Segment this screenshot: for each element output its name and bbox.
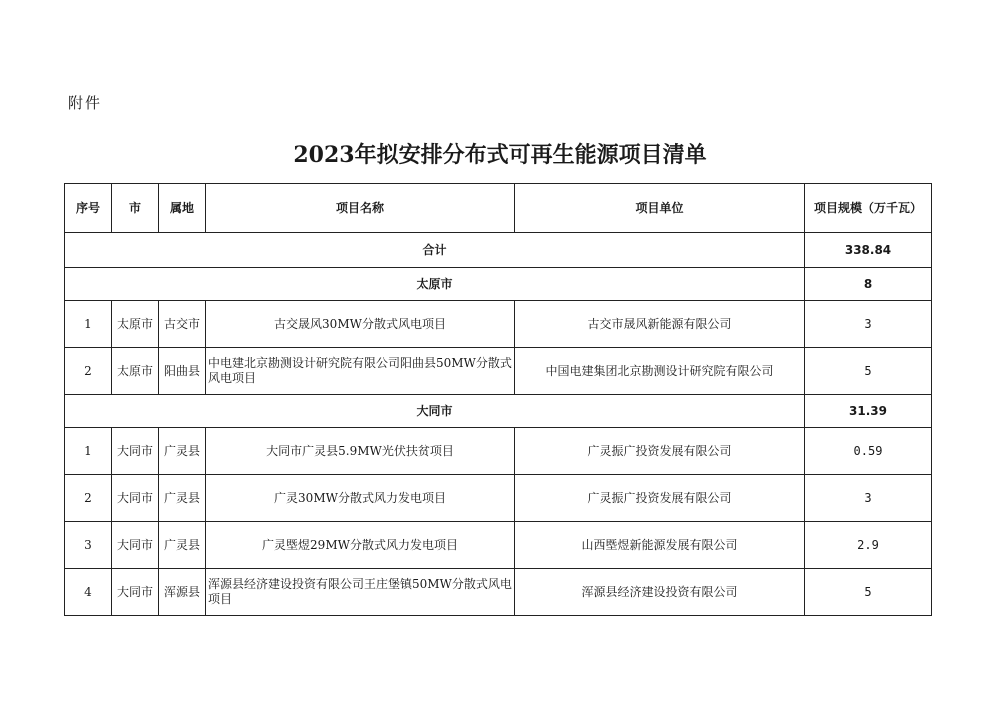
- cell-index: 1: [65, 301, 112, 348]
- cell-index: 2: [65, 348, 112, 395]
- cell-project-unit: 浑源县经济建设投资有限公司: [515, 569, 805, 616]
- cell-project-name: 古交晟风30MW分散式风电项目: [206, 301, 515, 348]
- total-label: 合计: [65, 233, 805, 268]
- cell-project-name: 浑源县经济建设投资有限公司王庄堡镇50MW分散式风电项目: [206, 569, 515, 616]
- table-row: [65, 522, 932, 569]
- cell-index: 4: [65, 569, 112, 616]
- cell-county: 广灵县: [159, 522, 206, 569]
- table-row: [65, 569, 932, 616]
- cell-county: 古交市: [159, 301, 206, 348]
- group-name: 大同市: [65, 395, 805, 428]
- cell-project-name: 广灵30MW分散式风力发电项目: [206, 475, 515, 522]
- header-project-name: 项目名称: [206, 184, 515, 233]
- table-row: [65, 475, 932, 522]
- cell-scale: 5: [805, 569, 932, 616]
- cell-city: 大同市: [112, 522, 159, 569]
- cell-county: 广灵县: [159, 475, 206, 522]
- cell-index: 3: [65, 522, 112, 569]
- table-row: [65, 428, 932, 475]
- project-table: [64, 183, 932, 616]
- cell-project-unit: 古交市晟风新能源有限公司: [515, 301, 805, 348]
- cell-project-unit: 山西塈煜新能源发展有限公司: [515, 522, 805, 569]
- group-value: 8: [805, 268, 932, 301]
- header-index: 序号: [65, 184, 112, 233]
- group-row-datong: [65, 395, 932, 428]
- cell-project-name: 广灵塈煜29MW分散式风力发电项目: [206, 522, 515, 569]
- table-row: [65, 348, 932, 395]
- header-county: 属地: [159, 184, 206, 233]
- page-title: 2023年拟安排分布式可再生能源项目清单: [293, 142, 707, 168]
- cell-index: 1: [65, 428, 112, 475]
- group-row-taiyuan: [65, 268, 932, 301]
- cell-project-name: 中电建北京勘测设计研究院有限公司阳曲县50MW分散式风电项目: [206, 348, 515, 395]
- header-scale: 项目规模（万千瓦）: [805, 184, 932, 233]
- cell-project-name: 大同市广灵县5.9MW光伏扶贫项目: [206, 428, 515, 475]
- total-row: [65, 233, 932, 268]
- total-value: 338.84: [805, 233, 932, 268]
- cell-city: 大同市: [112, 428, 159, 475]
- cell-county: 阳曲县: [159, 348, 206, 395]
- cell-project-unit: 中国电建集团北京勘测设计研究院有限公司: [515, 348, 805, 395]
- cell-scale: 2.9: [805, 522, 932, 569]
- cell-scale: 3: [805, 475, 932, 522]
- header-city: 市: [112, 184, 159, 233]
- cell-city: 大同市: [112, 569, 159, 616]
- cell-scale: 3: [805, 301, 932, 348]
- group-name: 太原市: [65, 268, 805, 301]
- cell-project-unit: 广灵振广投资发展有限公司: [515, 475, 805, 522]
- cell-index: 2: [65, 475, 112, 522]
- cell-city: 大同市: [112, 475, 159, 522]
- cell-scale: 5: [805, 348, 932, 395]
- cell-city: 太原市: [112, 348, 159, 395]
- group-value: 31.39: [805, 395, 932, 428]
- cell-scale: 0.59: [805, 428, 932, 475]
- header-project-unit: 项目单位: [515, 184, 805, 233]
- cell-county: 浑源县: [159, 569, 206, 616]
- cell-project-unit: 广灵振广投资发展有限公司: [515, 428, 805, 475]
- attachment-label: 附件: [68, 94, 103, 112]
- cell-county: 广灵县: [159, 428, 206, 475]
- table-row: [65, 301, 932, 348]
- table-header-row: [65, 184, 932, 233]
- cell-city: 太原市: [112, 301, 159, 348]
